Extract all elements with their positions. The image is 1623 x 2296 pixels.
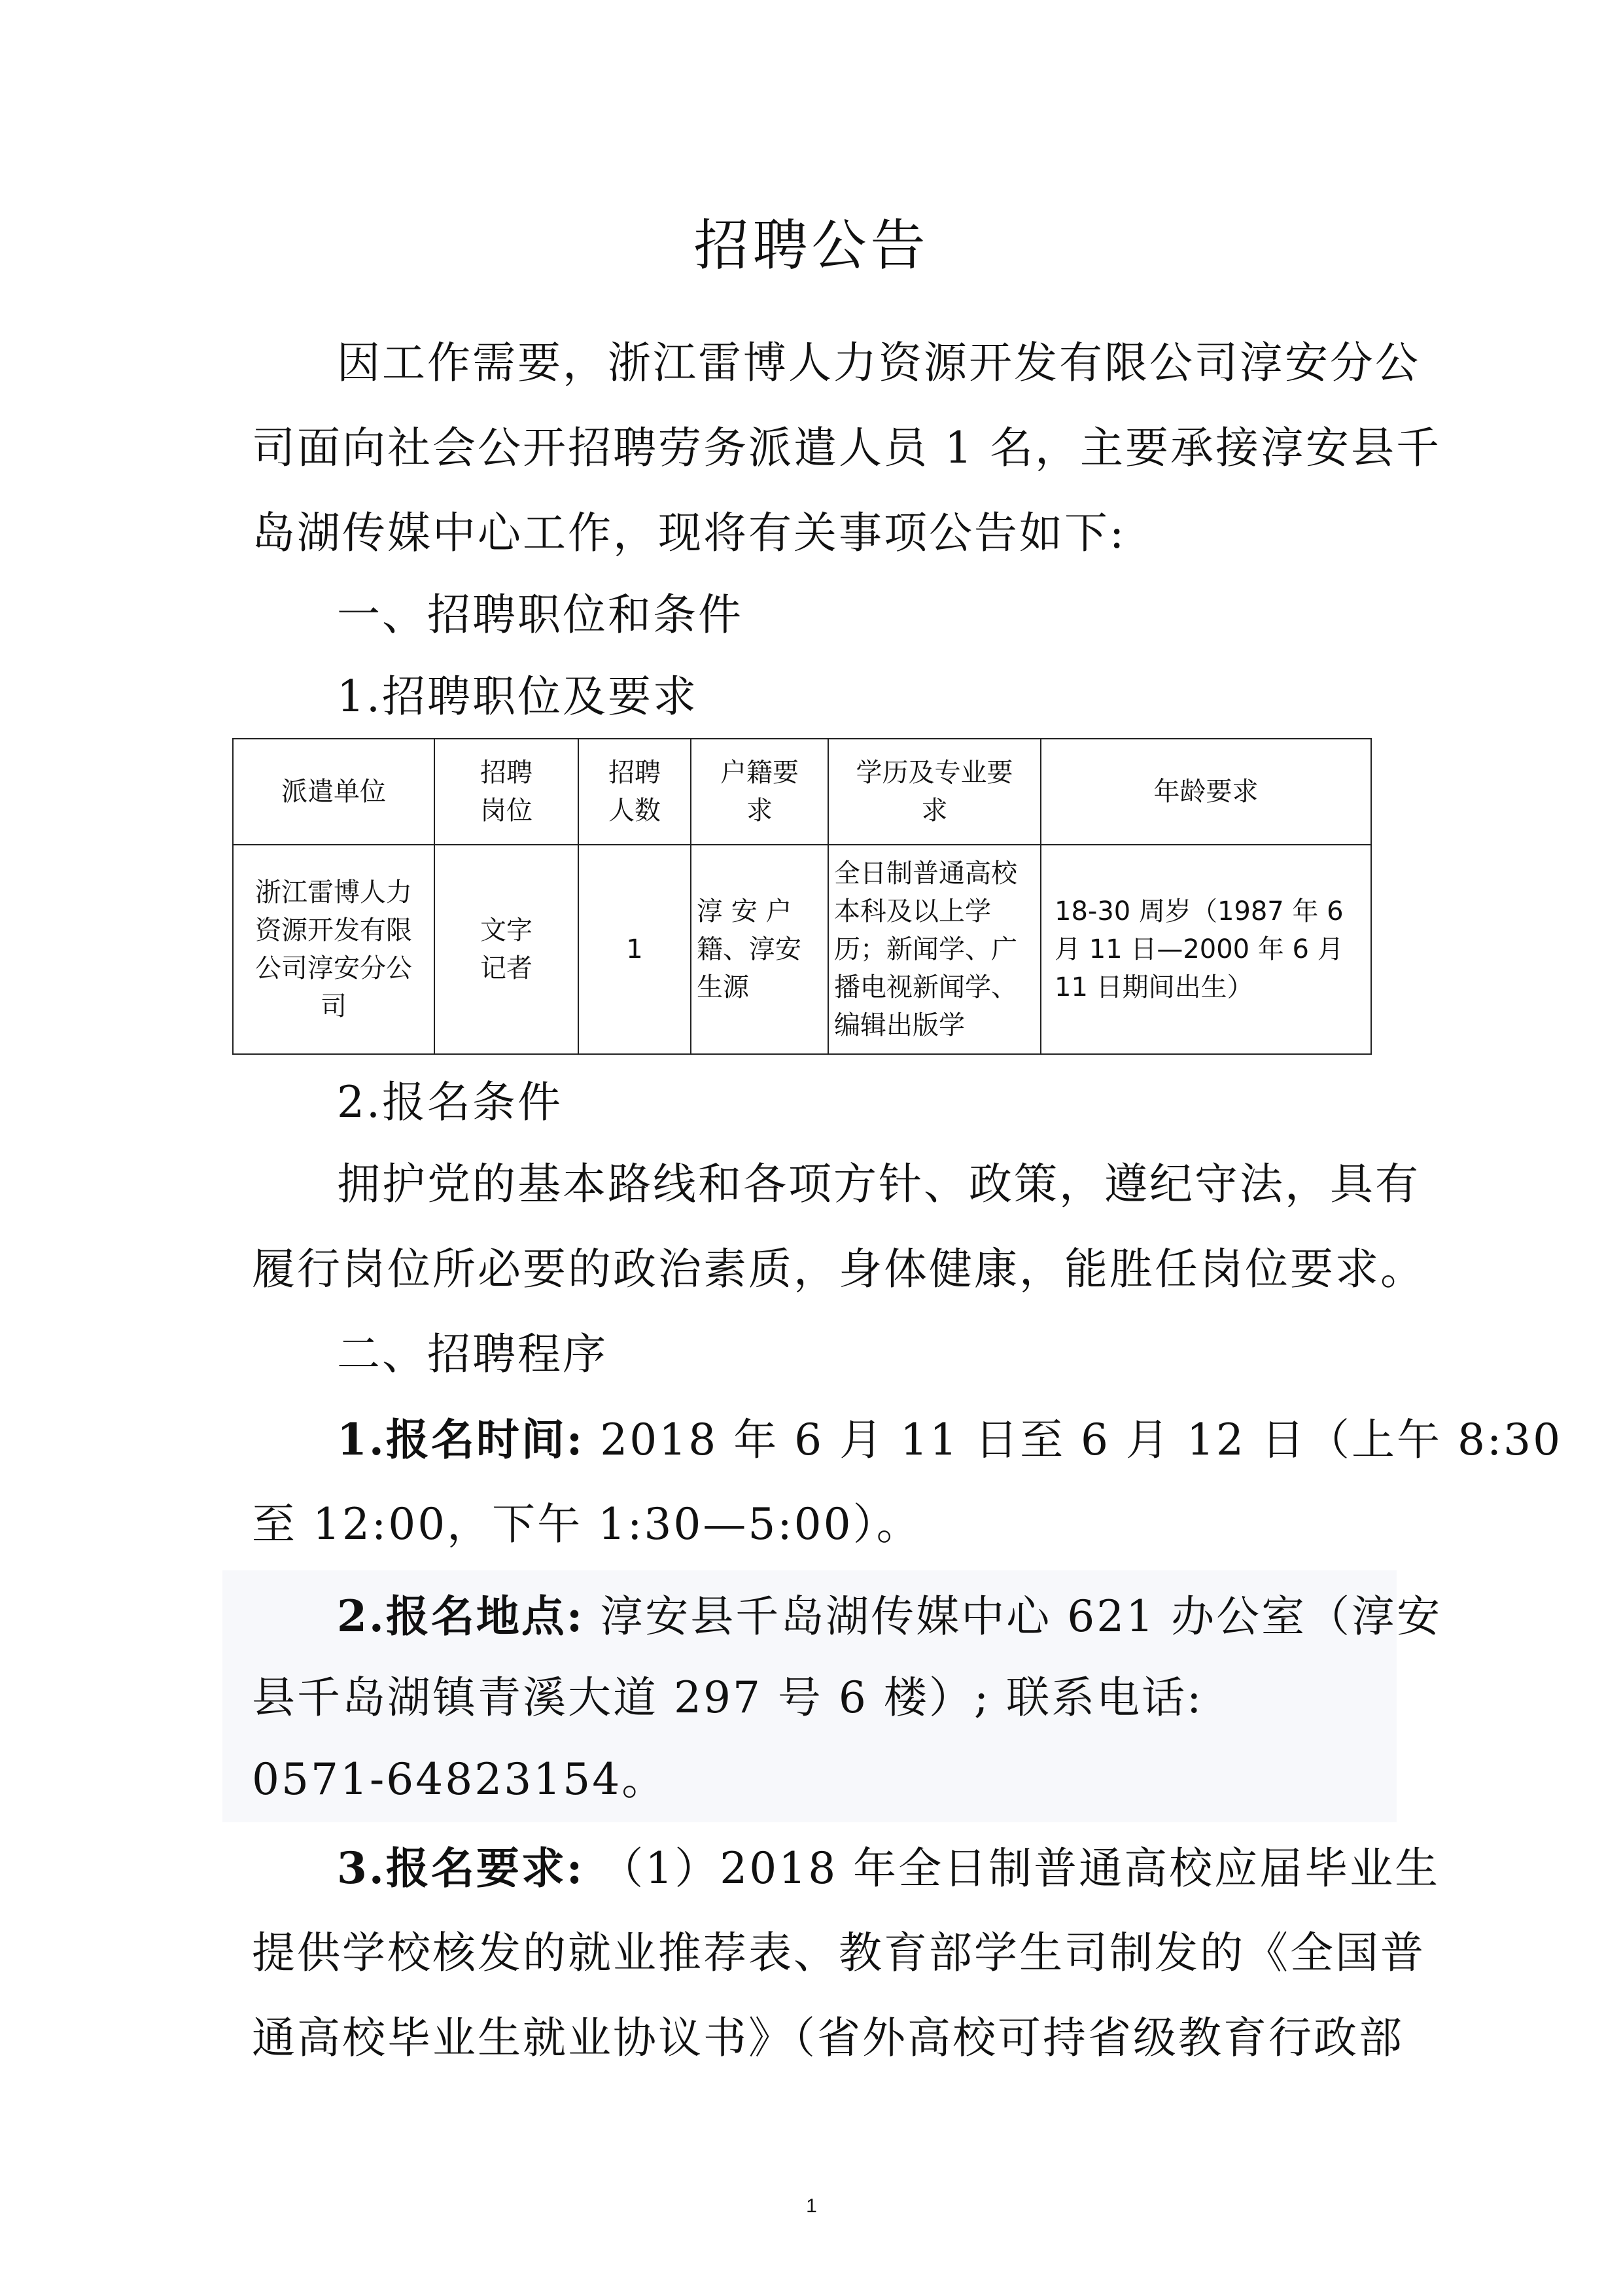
- table-row: [233, 845, 1371, 1054]
- table-cell: 淳 安 户籍、淳安生源: [691, 845, 828, 1054]
- section-heading: 一、招聘职位和条件: [337, 590, 743, 640]
- table-cell: 浙江雷博人力资源开发有限公司淳安分公司: [233, 845, 434, 1054]
- phone-line: 0571-64823154。: [252, 1754, 667, 1805]
- table-cell: 全日制普通高校本科及以上学历；新闻学、广播电视新闻学、编辑出版学: [828, 845, 1041, 1054]
- requirements-value: （1）2018 年全日制普通高校应届毕业生: [584, 1843, 1440, 1894]
- intro-line: 司面向社会公开招聘劳务派遣人员 1 名，主要承接淳安县千: [252, 423, 1441, 473]
- table-header-cell: 招聘岗位: [434, 739, 578, 845]
- conditions-line: 履行岗位所必要的政治素质，身体健康，能胜任岗位要求。: [252, 1244, 1425, 1294]
- table-cell: 文字记者: [434, 845, 578, 1054]
- place-value: 淳安县千岛湖传媒中心 621 办公室（淳安: [584, 1591, 1442, 1642]
- requirements-label: 3.报名要求:: [337, 1843, 585, 1894]
- page-title: 招聘公告: [693, 213, 930, 277]
- time-value: 2018 年 6 月 11 日至 6 月 12 日（上午 8:30: [584, 1415, 1563, 1465]
- table-header-cell: 年龄要求: [1041, 739, 1371, 845]
- subsection-heading: 2.报名条件: [337, 1077, 563, 1127]
- requirements-line: 提供学校核发的就业推荐表、教育部学生司制发的《全国普: [252, 1928, 1425, 1978]
- place-line: 县千岛湖镇青溪大道 297 号 6 楼）; 联系电话:: [252, 1672, 1204, 1723]
- section-heading: 二、招聘程序: [337, 1329, 608, 1379]
- table-cell: 1: [578, 845, 691, 1054]
- conditions-line: 拥护党的基本路线和各项方针、政策，遵纪守法，具有: [337, 1159, 1420, 1209]
- page-number: 1: [806, 2195, 817, 2217]
- time-label: 1.报名时间:: [337, 1414, 585, 1465]
- place-label: 2.报名地点:: [337, 1591, 585, 1642]
- table-header-cell: 派遣单位: [233, 739, 434, 845]
- table-header-row: [233, 739, 1371, 845]
- intro-line: 因工作需要，浙江雷博人力资源开发有限公司淳安分公: [337, 338, 1420, 388]
- table-header-cell: 户籍要求: [691, 739, 828, 845]
- time-line: 至 12:00，下午 1:30—5:00）。: [252, 1499, 922, 1549]
- table-header-cell: 学历及专业要求: [828, 739, 1041, 845]
- time-line: [337, 1397, 1563, 1483]
- subsection-heading: 1.招聘职位及要求: [337, 671, 698, 722]
- positions-table: [232, 738, 1372, 1055]
- place-line: [337, 1574, 1442, 1659]
- table-header-cell: 招聘人数: [578, 739, 691, 845]
- table-cell: 18-30 周岁（1987 年 6 月 11 日—2000 年 6 月 11 日期间出生）: [1041, 845, 1371, 1054]
- requirements-line: 通高校毕业生就业协议书》（省外高校可持省级教育行政部: [252, 2013, 1404, 2063]
- requirements-line: [337, 1826, 1440, 1911]
- intro-line: 岛湖传媒中心工作，现将有关事项公告如下:: [252, 508, 1126, 558]
